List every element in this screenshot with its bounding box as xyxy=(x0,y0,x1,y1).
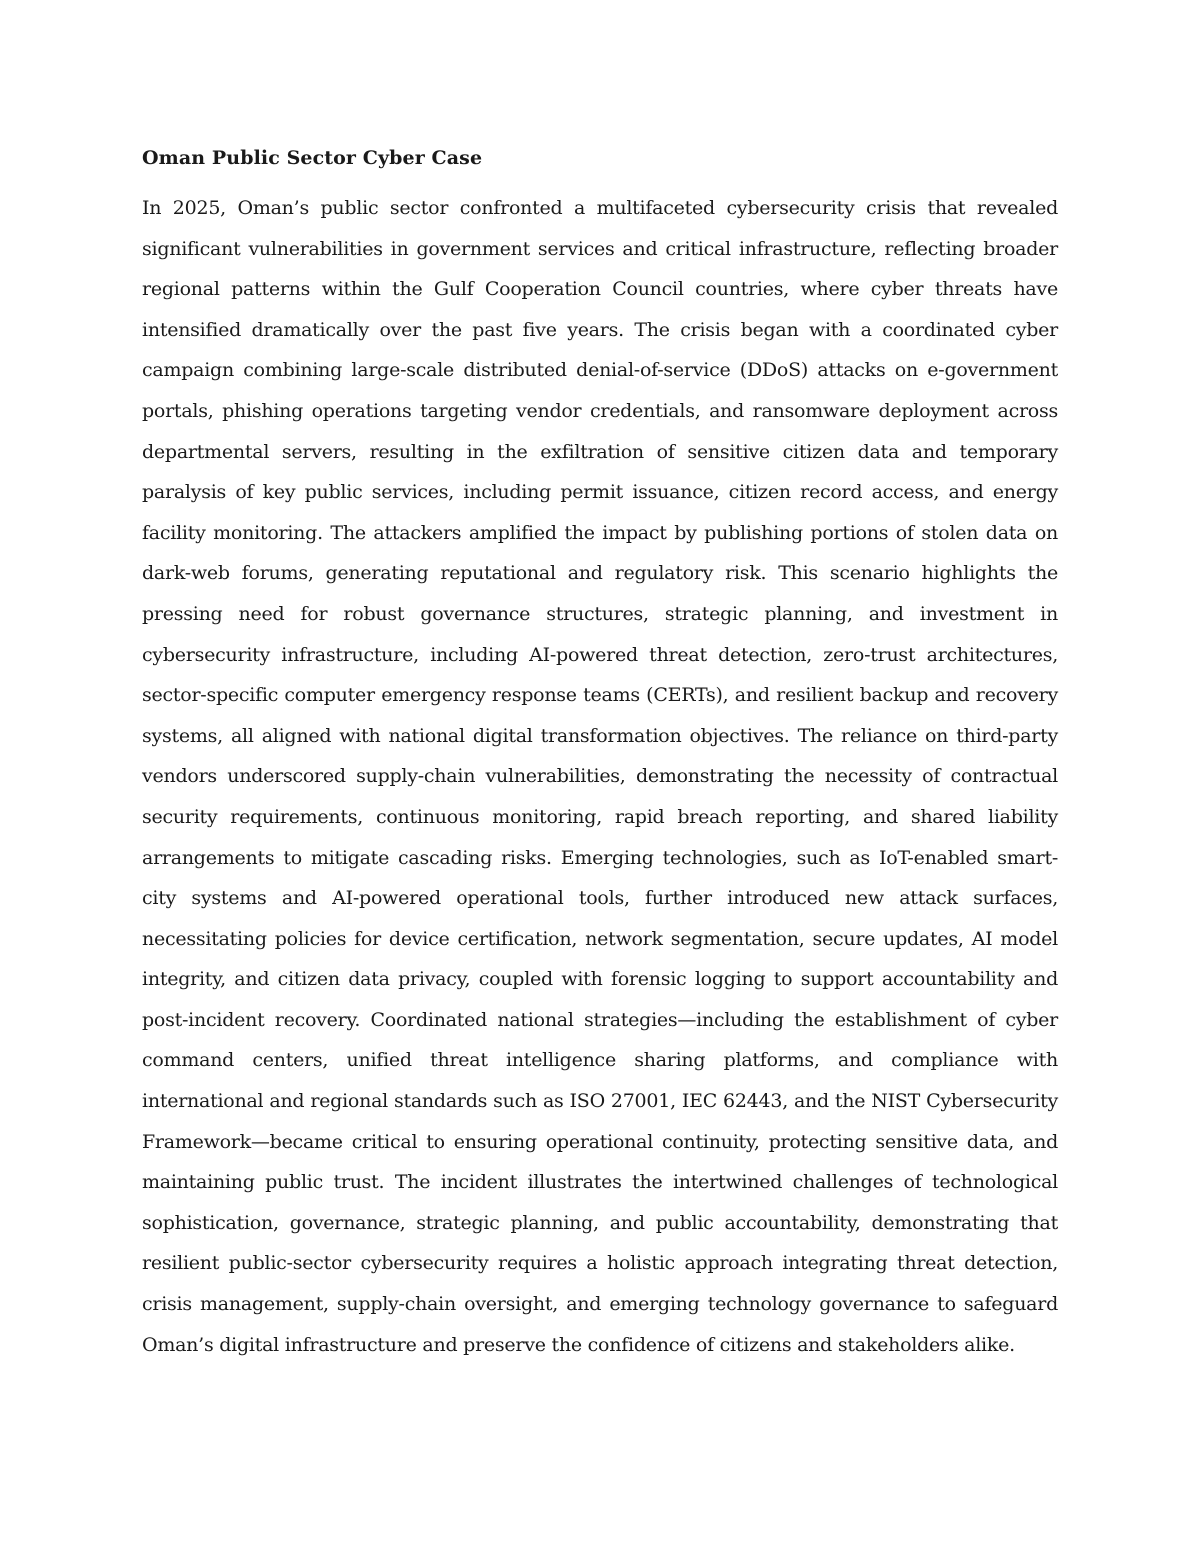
body-paragraph: In 2025, Oman’s public sector confronted a multifaceted cybersecurity crisis that revealed significant vulnerabilities in government services and critical infrastructure, reflecting broader regional patterns within the Gulf Cooperation Council countries, where cyber threats have intensified dramatically over the past five years. The crisis began with a coordinated cyber campaign combining large-scale distributed denial-of-service (DDoS) attacks on e-government portals, phishing operations targeting vendor credentials, and ransomware deployment across departmental servers, resulting in the exfiltration of sensitive citizen data and temporary paralysis of key public services, including permit issuance, citizen record access, and energy facility monitoring. The attackers amplified the impact by publishing portions of stolen data on dark-web forums, generating reputational and regulatory risk. This scenario highlights the pressing need for robust governance structures, strategic planning, and investment in cybersecurity infrastructure, including AI-powered threat detection, zero-trust architectures, sector-specific computer emergency response teams (CERTs), and resilient backup and recovery systems, all aligned with national digital transformation objectives. The reliance on third-party vendors underscored supply-chain vulnerabilities, demonstrating the necessity of contractual security requirements, continuous monitoring, rapid breach reporting, and shared liability arrangements to mitigate cascading risks. Emerging technologies, such as IoT-enabled smart-city systems and AI-powered operational tools, further introduced new attack surfaces, necessitating policies for device certification, network segmentation, secure updates, AI model integrity, and citizen data privacy, coupled with forensic logging to support accountability and post-incident recovery. Coordinated national strategies—including the establishment of cyber command centers, unified threat intelligence sharing platforms, and compliance with international and regional standards such as ISO 27001, IEC 62443, and the NIST Cybersecurity Framework—became critical to ensuring operational continuity, protecting sensitive data, and maintaining public trust. The incident illustrates the intertwined challenges of technological sophistication, governance, strategic planning, and public accountability, demonstrating that resilient public-sector cybersecurity requires a holistic approach integrating threat detection, crisis management, supply-chain oversight, and emerging technology governance to safeguard Oman’s digital infrastructure and preserve the confidence of citizens and stakeholders alike. xyxy=(142,197,1058,1356)
document-content xyxy=(142,140,1058,1365)
document-title: Oman Public Sector Cyber Case xyxy=(142,147,483,169)
